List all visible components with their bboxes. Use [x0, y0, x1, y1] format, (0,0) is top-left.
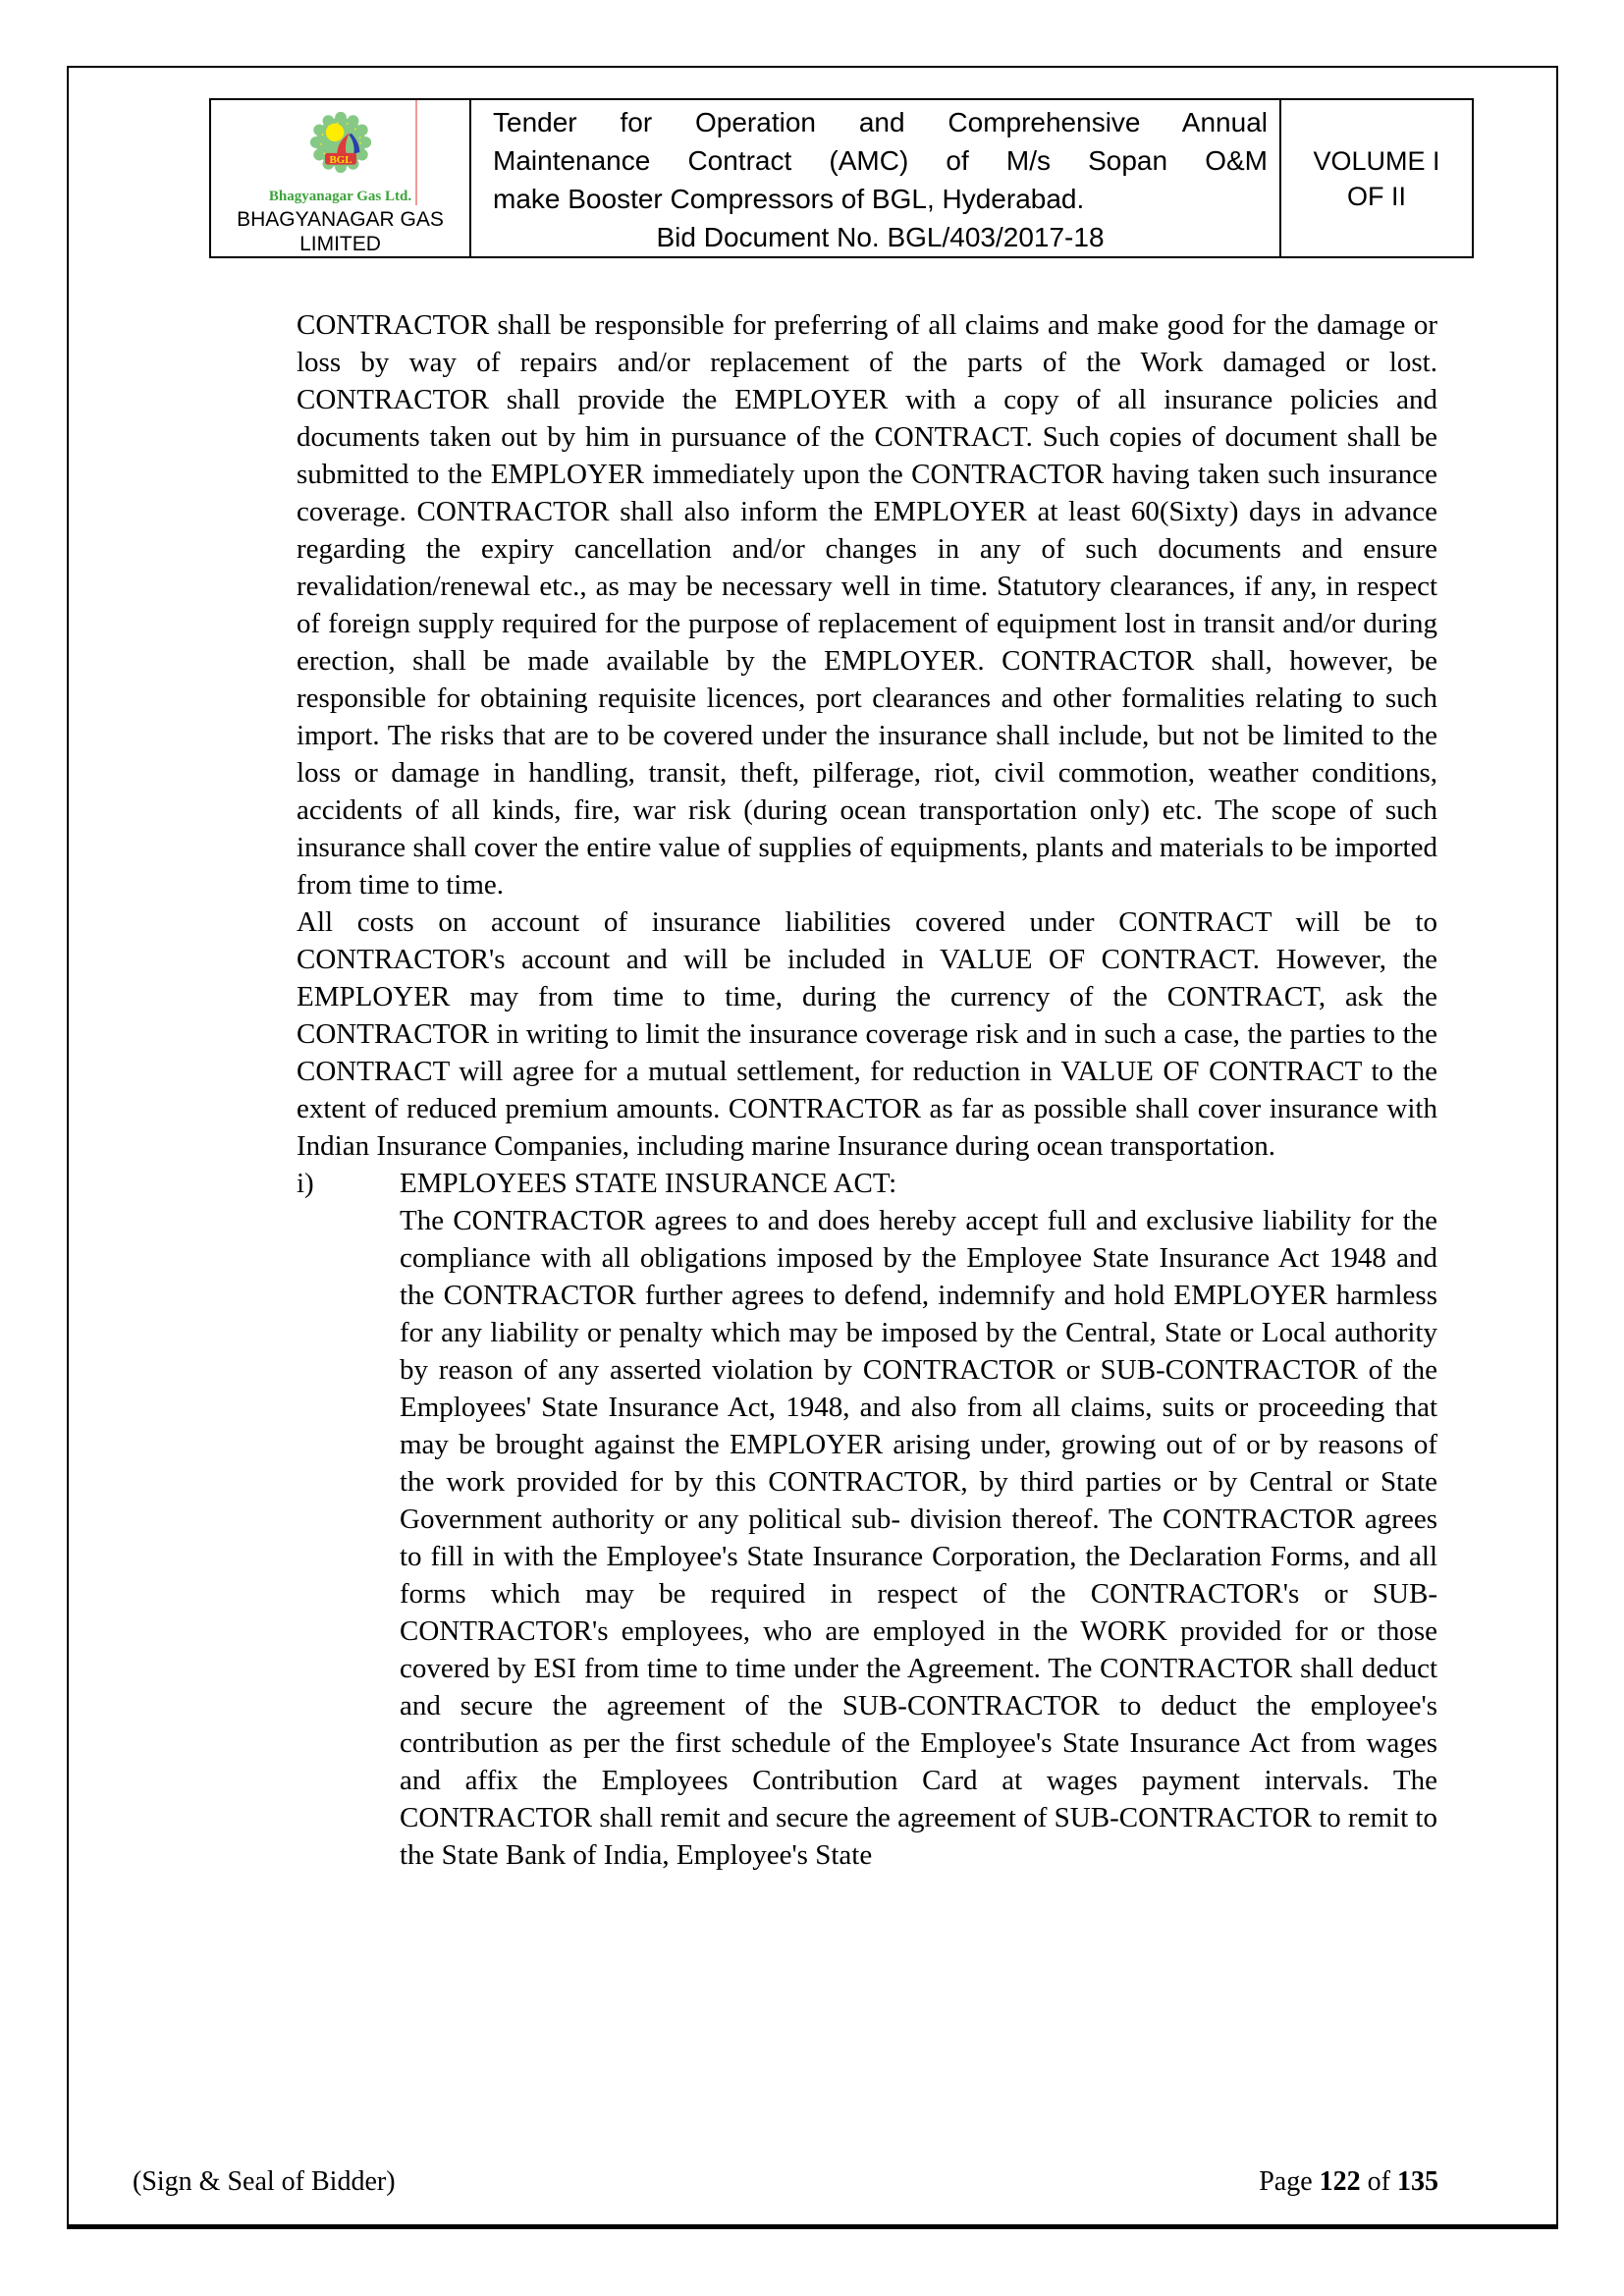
- bgl-logo-icon: [298, 106, 383, 189]
- document-body: [297, 306, 1437, 1874]
- volume-label: [1281, 100, 1472, 256]
- logo-subtitle: Bhagyanagar Gas Ltd.: [268, 189, 412, 204]
- document-header-table: [209, 98, 1474, 258]
- page-number-indicator: [1259, 2165, 1438, 2199]
- bid-document-number: Bid Document No. BGL/403/2017-18: [656, 222, 1105, 252]
- page-prefix: Page: [1259, 2166, 1313, 2197]
- paragraph-insurance-costs: All costs on account of insurance liabilities covered under CONTRACT will be to CONTRACTOR's account and will be included in VALUE OF CONTRACT. However, the EMPLOYER may from time to time, during the currency of the CONTRACT, ask the CONTRACTOR in writing to limit the insurance coverage risk and in such a case, the parties to the CONTRACT will agree for a mutual settlement, for reduction in VALUE OF CONTRACT to the extent of reduced premium amounts. CONTRACTOR as far as possible shall cover insurance with Indian Insurance Companies, including marine Insurance during ocean transportation.: [297, 906, 1437, 1162]
- list-heading: EMPLOYEES STATE INSURANCE ACT:: [400, 1168, 897, 1199]
- list-marker: i): [297, 1168, 314, 1199]
- title-line: make Booster Compressors of BGL, Hyderabad.: [493, 184, 1085, 214]
- volume-line2: OF II: [1347, 181, 1406, 211]
- company-name-line1: BHAGYANAGAR GAS: [237, 208, 444, 231]
- logo-bgl-text: BGL: [328, 153, 352, 166]
- page-current: 122: [1319, 2166, 1361, 2197]
- title-line: Maintenance Contract (AMC) of M/s Sopan O&M: [493, 145, 1268, 176]
- header-cell-divider-line: [415, 100, 417, 205]
- page-separator: of: [1367, 2166, 1390, 2197]
- company-name-line2: LIMITED: [299, 233, 381, 255]
- page-total: 135: [1397, 2166, 1438, 2197]
- paragraph-insurance-claims: CONTRACTOR shall be responsible for preferring of all claims and make good for the damage or loss by way of repairs and/or replacement of the parts of the Work damaged or lost. CONTRACTOR shall provide the EMPLOYER with a copy of all insurance policies and documents taken out by him in pursuance of the CONTRACT. Such copies of document shall be submitted to the EMPLOYER immediately upon the CONTRACTOR having taken such insurance coverage. CONTRACTOR shall also inform the EMPLOYER at least 60(Sixty) days in advance regarding the expiry cancellation and/or changes in any of such documents and ensure revalidation/renewal etc., as may be necessary well in time. Statutory clearances, if any, in respect of foreign supply required for the purpose of replacement of equipment lost in transit and/or during erection, shall be made available by the EMPLOYER. CONTRACTOR shall, however, be responsible for obtaining requisite licences, port clearances and other formalities relating to such import. The risks that are to be covered under the insurance shall include, but not be limited to the loss or damage in handling, transit, theft, pilferage, riot, civil commotion, weather conditions, accidents of all kinds, fire, war risk (during ocean transportation only) etc. The scope of such insurance shall cover the entire value of supplies of equipments, plants and materials to be imported from time to time.: [297, 309, 1437, 901]
- logo-cell: [211, 100, 469, 256]
- title-line: Tender for Operation and Comprehensive Annual: [493, 107, 1268, 137]
- paragraph-esi-act: The CONTRACTOR agrees to and does hereby accept full and exclusive liability for the compliance with all obligations imposed by the Employee State Insurance Act 1948 and the CONTRACTOR further agrees to defend, indemnify and hold EMPLOYER harmless for any liability or penalty which may be imposed by the Central, State or Local authority by reason of any asserted violation by CONTRACTOR or SUB-CONTRACTOR of the Employees' State Insurance Act, 1948, and also from all claims, suits or proceeding that may be brought against the EMPLOYER arising under, growing out of or by reasons of the work provided for by this CONTRACTOR, by third parties or by Central or State Government authority or any political sub- division thereof. The CONTRACTOR agrees to fill in with the Employee's State Insurance Corporation, the Declaration Forms, and all forms which may be required in respect of the CONTRACTOR's or SUB-CONTRACTOR's employees, who are employed in the WORK provided for or those covered by ESI from time to time under the Agreement. The CONTRACTOR shall deduct and secure the agreement of the SUB-CONTRACTOR to deduct the employee's contribution as per the first schedule of the Employee's State Insurance Act from wages and affix the Employees Contribution Card at wages payment intervals. The CONTRACTOR shall remit and secure the agreement of SUB-CONTRACTOR to remit to the State Bank of India, Employee's State: [400, 1205, 1437, 1871]
- page-footer: [133, 2165, 1438, 2199]
- list-item-heading-row: [297, 1165, 1437, 1202]
- sign-seal-label: (Sign & Seal of Bidder): [133, 2166, 396, 2197]
- company-name: [237, 207, 444, 256]
- document-title: [469, 100, 1281, 256]
- volume-line1: VOLUME I: [1313, 145, 1440, 176]
- page-border: [67, 66, 1558, 2229]
